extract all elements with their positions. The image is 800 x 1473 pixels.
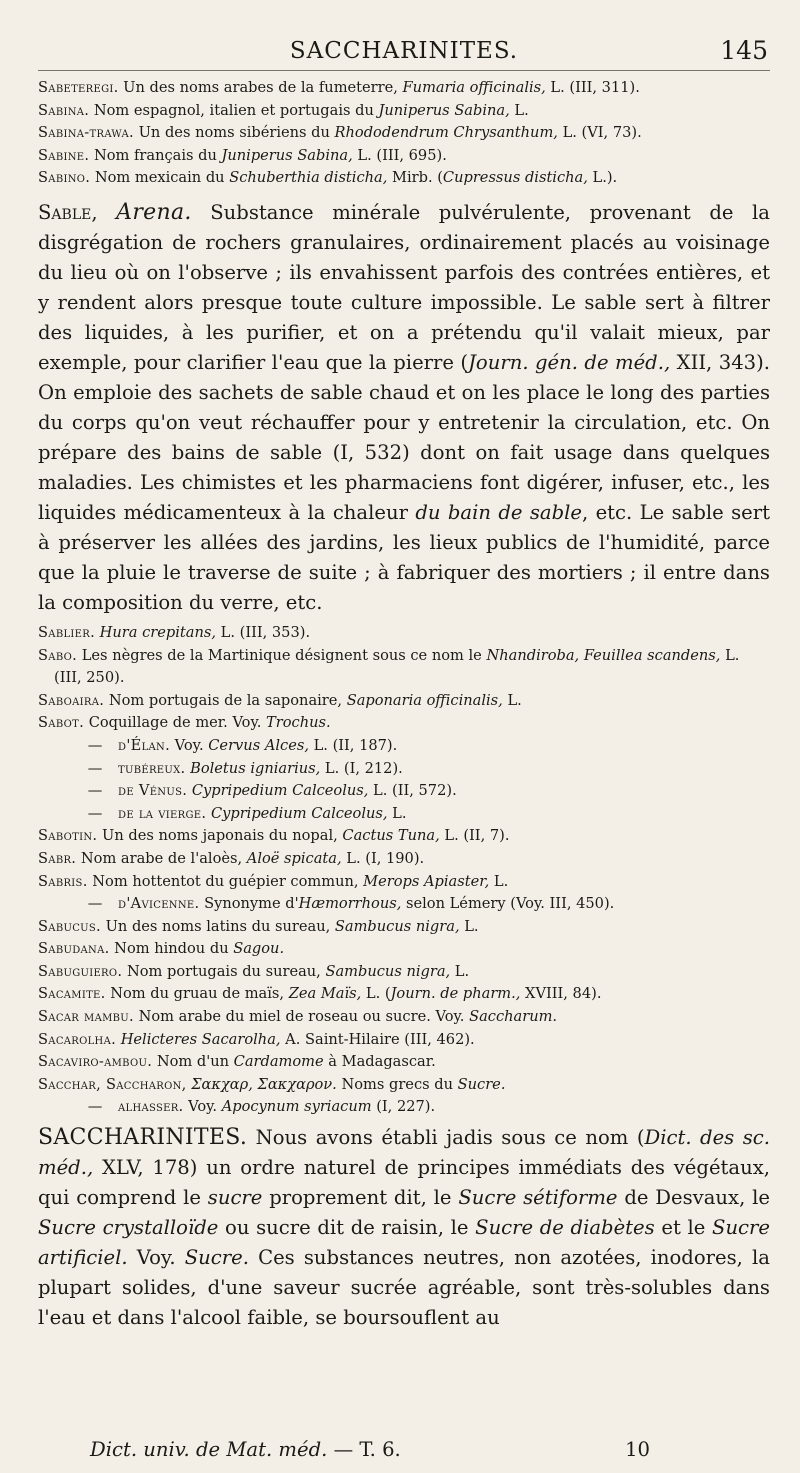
list-item: [38, 645, 770, 690]
list-item: [38, 622, 770, 645]
entry-head: Sabeteregi.: [38, 79, 119, 96]
entry-text: Nom arabe de l'aloès,: [76, 849, 247, 867]
entry-text: Nom du gruau de maïs,: [105, 985, 289, 1003]
entry-text: Nom hindou du: [109, 940, 234, 958]
entry-head: Sablier.: [38, 623, 96, 641]
article-text-3: proprement dit, le: [262, 1186, 459, 1210]
entry-dash: —: [87, 736, 103, 754]
entry-sabina: [38, 100, 770, 123]
article-italic: du bain de sable: [415, 500, 582, 524]
entry-italic: Fumaria officinalis,: [402, 79, 546, 96]
list-item: [38, 961, 770, 984]
entry-tail: à Madagascar.: [323, 1053, 436, 1071]
entry-text: Nom mexicain du: [90, 169, 230, 187]
entry-italic: Cactus Tuna,: [342, 827, 440, 845]
article-italic-4: Sucre de diabètes: [475, 1216, 655, 1240]
article-lead: SACCHARINITES.: [38, 1125, 248, 1151]
entry-head: Sabina-trawa.: [38, 124, 134, 142]
entry-tail: A. Saint-Hilaire (III, 462).: [280, 1030, 475, 1048]
entry-italic: Aloë spicata,: [246, 849, 342, 867]
entry-head: de Vénus.: [118, 782, 188, 800]
list-item: [38, 848, 770, 871]
entry-head: Sabina.: [38, 101, 90, 119]
list-item: [38, 758, 770, 781]
entry-tail-2: XVIII, 84).: [520, 985, 602, 1003]
entry-tail: L. (VI, 73).: [557, 124, 642, 142]
entry-dash: —: [87, 782, 103, 800]
entry-tail: L.: [450, 962, 470, 980]
entry-italic: Trochus.: [266, 714, 331, 732]
footer-title: Dict. univ. de Mat. méd.: [90, 1438, 328, 1461]
article-text-1: Substance minérale pulvérulente, provenant de la disgrégation de rochers granulaires, ordinairement placés au voisinage du lieu où on l'observe ; ils envahissent parfois des contrées entières, et y rendent alors presque toute culture impossible. Le sable sert à filtrer des liquides, à les purifier, et on a prétendu qu'il valait mieux, par exemple, pour clarifier l'eau que la pierre (: [38, 200, 770, 374]
article-italic-3: Sucre crystalloïde: [38, 1216, 219, 1240]
entry-head: Sabot.: [38, 714, 85, 732]
entry-tail: L.: [387, 804, 407, 822]
list-item: [38, 983, 770, 1006]
entry-head: Sacaviro-ambou.: [38, 1053, 153, 1071]
page-header: [38, 36, 770, 71]
list-item: [38, 1006, 770, 1029]
entry-italic: Saponaria officinalis,: [346, 691, 503, 709]
entry-italic-2: Sucre.: [457, 1075, 506, 1093]
entry-italic: Sambucus nigra,: [325, 962, 451, 980]
article-text-2: XLV, 178) un ordre naturel de principes immédiats des végétaux, qui comprend le: [38, 1156, 770, 1210]
entry-tail: L. (I, 190).: [341, 849, 425, 867]
entry-sabina-trawa: [38, 122, 770, 145]
entry-italic: Cypripedium Calceolus,: [191, 782, 369, 800]
entry-tail: L. (I, 212).: [320, 759, 403, 777]
entry-tail: L. (II, 187).: [308, 736, 398, 754]
article-text-6: et le: [654, 1216, 713, 1240]
entry-head: Sabuguiero.: [38, 962, 123, 980]
entry-head: d'Élan.: [118, 736, 171, 754]
article-italic-5: Sucre artificiel.: [38, 1216, 770, 1270]
list-item: [38, 1074, 770, 1097]
entry-italic: Hæmorrhous,: [298, 895, 402, 913]
entry-italic: Merops Apiaster,: [363, 872, 490, 890]
list-item: [38, 780, 770, 803]
entry-head: Sacamite.: [38, 985, 106, 1003]
entry-dash: —: [87, 759, 103, 777]
entry-text: Un des noms japonais du nopal,: [97, 827, 343, 845]
article-text-1: Nous avons établi jadis sous ce nom (: [247, 1126, 645, 1150]
entry-italic: Juniperus Sabina,: [221, 146, 353, 164]
entry-head: alhasser.: [118, 1098, 184, 1116]
footer-signature: 10: [625, 1438, 650, 1461]
entry-italic: Apocynum syriacum: [221, 1098, 372, 1116]
entry-tail: L. (III, 695).: [352, 146, 447, 164]
entry-tail: Mirb. (: [387, 169, 443, 187]
list-item: [38, 1029, 770, 1052]
entry-head: Sabotin.: [38, 827, 98, 845]
entry-text: Nom espagnol, italien et portugais du: [89, 101, 379, 119]
entry-italic: Sagou.: [233, 940, 285, 958]
entry-head: Sabudana.: [38, 940, 110, 958]
article-ref: Journ. gén. de méd.,: [468, 350, 671, 374]
entry-head: de la vierge.: [118, 804, 207, 822]
entry-italic: Juniperus Sabina,: [378, 101, 510, 119]
entry-text: Les nègres de la Martinique désignent sous ce nom le: [77, 646, 487, 664]
entry-text: Coquillage de mer. Voy.: [84, 714, 267, 732]
article-text-4: de Desvaux, le: [617, 1186, 770, 1210]
entry-head: Sacchar, Saccharon,: [38, 1075, 187, 1093]
article-text-5: ou sucre dit de raisin, le: [218, 1216, 476, 1240]
article-saccharinites: [38, 1123, 770, 1333]
entry-head: Sacar mambu.: [38, 1008, 134, 1026]
entry-head: Saboaira.: [38, 691, 105, 709]
entry-text: Nom hottentot du guépier commun,: [87, 872, 364, 890]
entry-tail: L. (III, 353).: [216, 623, 311, 641]
entry-italic: Saccharum.: [469, 1008, 558, 1026]
entry-head: tubéreux.: [118, 759, 186, 777]
article-lead-italic: Arena.: [116, 199, 192, 225]
list-item: [38, 803, 770, 826]
entries-mid: [38, 622, 770, 1119]
list-item: [38, 938, 770, 961]
list-item: [38, 871, 770, 894]
entry-head: Sabo.: [38, 646, 78, 664]
entry-text: Voy.: [170, 736, 209, 754]
entry-tail: L. (III, 311).: [545, 79, 640, 96]
entry-sabeteregi: [38, 77, 770, 100]
page-number: 145: [720, 36, 768, 65]
entry-italic: Nhandiroba, Feuillea scandens,: [486, 646, 721, 664]
entry-tail: L. (II, 572).: [368, 782, 457, 800]
entry-tail: (I, 227).: [371, 1098, 436, 1116]
page-footer: [90, 1438, 770, 1461]
entry-head: Sacarolha.: [38, 1030, 117, 1048]
article-sable: Sable, Arena. Substance minérale pulvérulente, provenant de la disgrégation de rochers granulaires, ordinairement placés au voisinage du lieu où on l'observe ; ils envahissent parfois des contrées entières, et y rendent alors presque toute culture impossible. Le sable sert à filtrer des liquides, à les purifier, et on a prétendu qu'il valait mieux, par exemple, pour clarifier l'eau que la pierre (Journ. gén. de méd., XII, 343). On emploie des sachets de sable chaud et on les place le long des parties du corps qu'on veut réchauffer pour y entretenir la circulation, etc. On prépare des bains de sable (I, 532) dont on fait usage dans quelques maladies. Les chimistes et les pharmaciens font digérer, infuser, etc., les liquides médicamenteux à la chaleur du bain de sable, etc. Le sable sert à préserver les allées des jardins, les lieux publics de l'humidité, parce que la pluie le traverse de suite ; à fabriquer des mortiers ; il entre dans la composition du verre, etc.: [38, 199, 770, 614]
entry-dash: —: [87, 895, 103, 913]
entry-italic-2: Cupressus disticha,: [442, 169, 588, 187]
running-title: SACCHARINITES.: [289, 38, 519, 64]
entry-italic: Cypripedium Calceolus,: [210, 804, 388, 822]
article-italic-6: Sucre.: [184, 1246, 249, 1270]
entry-tail: L. (II, 7).: [439, 827, 510, 845]
article-text-2: XII, 343). On emploie des sachets de sable chaud et on les place le long des parties du corps qu'on veut réchauffer pour y entretenir la circulation, etc. On prépare des bains de sable (I, 532) dont on fait usage dans quelques maladies. Les chimistes et les pharmaciens font digérer, infuser, etc., les liquides médicamenteux à la chaleur: [38, 350, 770, 524]
entries-top: [38, 77, 770, 190]
entry-italic: Cervus Alces,: [208, 736, 309, 754]
entry-text: Nom portugais de la saponaire,: [104, 691, 347, 709]
entry-head: Sabris.: [38, 872, 88, 890]
entry-head: Sabucus.: [38, 917, 101, 935]
entry-tail: L. (: [361, 985, 391, 1003]
list-item: [38, 735, 770, 758]
list-item: [38, 712, 770, 735]
entry-italic-2: Journ. de pharm.,: [390, 985, 521, 1003]
entry-italic: Helicteres Sacarolha,: [120, 1030, 281, 1048]
footer-volume: — T. 6.: [327, 1438, 401, 1461]
entry-italic: Zea Maïs,: [288, 985, 362, 1003]
entry-head: Sabr.: [38, 849, 77, 867]
entry-text: Nom arabe du miel de roseau ou sucre. Voy.: [133, 1008, 470, 1026]
entry-italic: Schuberthia disticha,: [229, 169, 388, 187]
entry-italic: Σακχαρ, Σακχαρον.: [191, 1075, 337, 1093]
article-italic-1: sucre: [207, 1186, 263, 1210]
article-text-8: Ces substances neutres, non azotées, inodores, la plupart solides, d'une saveur sucrée agréable, sont très-solubles dans l'eau et dans l'alcool faible, se boursouflent au: [38, 1246, 770, 1330]
list-item: [38, 690, 770, 713]
article-ref: Dict. des sc. méd.,: [38, 1126, 770, 1180]
entry-tail: L.: [459, 917, 479, 935]
entry-sabine: [38, 145, 770, 168]
entry-tail: Noms grecs du: [336, 1075, 458, 1093]
entry-dash: —: [87, 1098, 103, 1116]
entry-text: Nom portugais du sureau,: [122, 962, 326, 980]
list-item: [38, 825, 770, 848]
list-item: [38, 916, 770, 939]
entry-italic: Sambucus nigra,: [334, 917, 460, 935]
article-text-3: , etc. Le sable sert à préserver les allées des jardins, les lieux publics de l'humidité, parce que la pluie le traverse de suite ; à fabriquer des mortiers ; il entre dans la composition du verre, etc.: [38, 500, 770, 614]
entry-text: Nom français du: [89, 146, 222, 164]
list-item: [38, 1051, 770, 1074]
entry-tail: L.: [489, 872, 509, 890]
entry-text: Voy.: [183, 1098, 222, 1116]
entry-dash: —: [87, 804, 103, 822]
entry-italic: Boletus igniarius,: [190, 759, 321, 777]
entry-text: Nom d'un: [152, 1053, 234, 1071]
entry-head: d'Avicenne.: [118, 895, 200, 913]
entry-italic: Rhododendrum Chrysanthum,: [334, 124, 558, 142]
article-lead: Sable: [38, 200, 92, 224]
entry-italic: Hura crepitans,: [99, 623, 217, 641]
list-item: [38, 893, 770, 916]
entry-tail: L. (III, 250).: [54, 646, 740, 687]
entry-sabino: [38, 167, 770, 190]
entry-head: Sabine.: [38, 146, 90, 164]
article-text-7: Voy.: [127, 1246, 185, 1270]
entry-text: Un des noms latins du sureau,: [100, 917, 335, 935]
entry-text: Un des noms arabes de la fumeterre,: [118, 79, 403, 96]
list-item: [38, 1096, 770, 1119]
entry-tail: selon Lémery (Voy. III, 450).: [401, 895, 615, 913]
article-italic-2: Sucre sétiforme: [458, 1186, 618, 1210]
entry-tail: L.: [509, 101, 529, 119]
entry-tail-2: L.).: [587, 169, 618, 187]
entry-head: Sabino.: [38, 169, 91, 187]
entry-text: Synonyme d': [199, 895, 299, 913]
entry-italic: Cardamome: [233, 1053, 324, 1071]
entry-tail: L.: [502, 691, 522, 709]
entry-text: Un des noms sibériens du: [133, 124, 335, 142]
